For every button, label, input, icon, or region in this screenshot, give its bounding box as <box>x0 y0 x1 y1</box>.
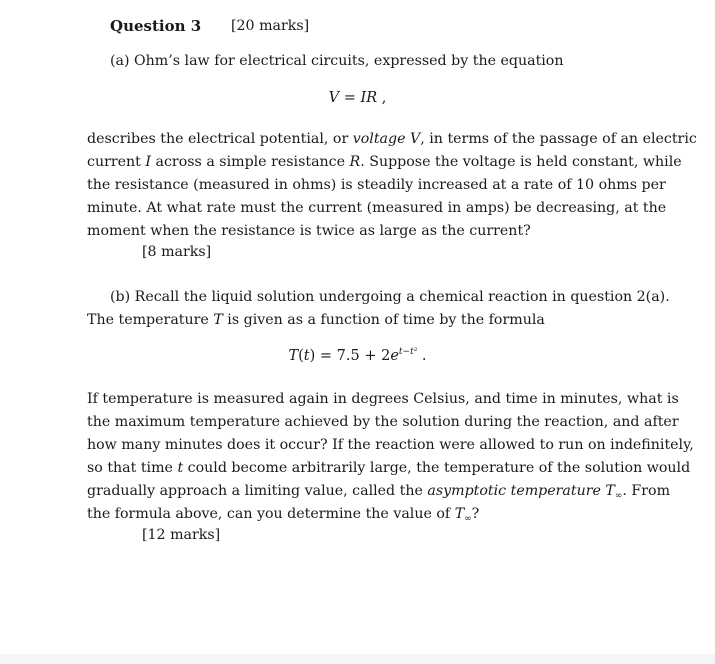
part-a-intro: (a) Ohm’s law for electrical circuits, expressed by the equation <box>110 53 564 69</box>
part-a-line-5: moment when the resistance is twice as large as the current? <box>87 223 531 239</box>
part-b-line-3: how many minutes does it occur? If the reaction were allowed to run on indefinitely, <box>87 437 694 453</box>
ohms-law-equation <box>0 90 715 106</box>
temperature-formula: $T(t) = 7.5 + 2e^{t-t^2}$ . <box>288 347 427 364</box>
eq-comma: , <box>377 90 387 106</box>
part-a-line-1: describes the electrical potential, or voltage V, in terms of the passage of an electric <box>87 131 697 147</box>
question-total-marks: [20 marks] <box>231 18 310 34</box>
part-a-marks: [8 marks] <box>142 244 212 260</box>
part-b-intro-line-1: (b) Recall the liquid solution undergoing a chemical reaction in question 2(a). <box>110 289 670 305</box>
part-b-intro-line-2: The temperature T is given as a function of time by the formula <box>87 312 545 328</box>
part-b-line-1: If temperature is measured again in degrees Celsius, and time in minutes, what is <box>87 391 679 407</box>
part-b-line-5: gradually approach a limiting value, called the asymptotic temperature $T_\infty$. From <box>87 483 671 501</box>
part-b-line-2: the maximum temperature achieved by the solution during the reaction, and after <box>87 414 679 430</box>
question-title: Question 3 <box>110 17 202 35</box>
part-a-line-3: the resistance (measured in ohms) is steadily increased at a rate of 10 ohms per <box>87 177 666 193</box>
part-a-line-2: current I across a simple resistance R. Suppose the voltage is held constant, while <box>87 154 682 170</box>
page-bottom-edge <box>0 654 715 664</box>
eq-equals: = <box>339 90 361 106</box>
part-b-line-4: so that time t could become arbitrarily large, the temperature of the solution would <box>87 460 691 476</box>
part-b-line-6: the formula above, can you determine the value of $T_\infty$? <box>87 506 480 524</box>
part-b-marks: [12 marks] <box>142 527 221 543</box>
eq-voltage: V <box>328 90 340 106</box>
part-a-line-4: minute. At what rate must the current (measured in amps) be decreasing, at the <box>87 200 667 216</box>
eq-ir: IR <box>360 90 378 106</box>
